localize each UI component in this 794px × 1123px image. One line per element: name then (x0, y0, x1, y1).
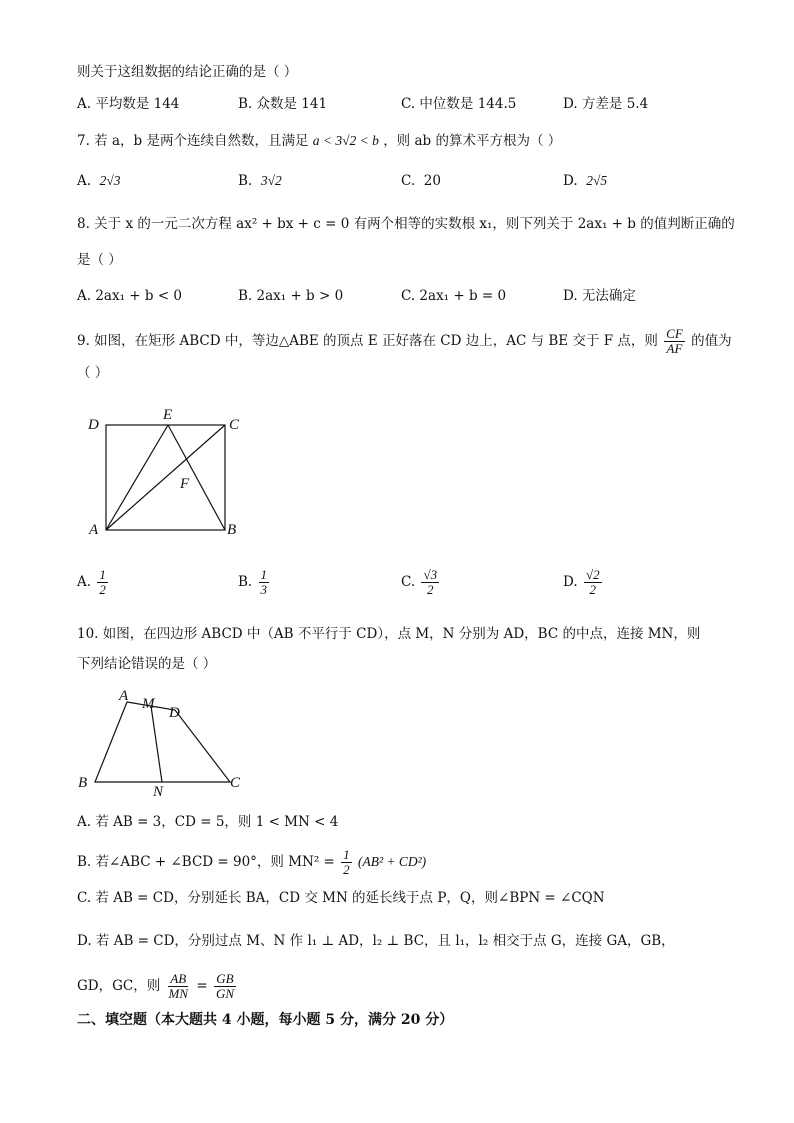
q9-option-c-fraction (421, 568, 439, 597)
q9-option-c-num: √3 (423, 567, 438, 582)
q9-option-b-den: 3 (260, 582, 268, 597)
q10-option-d-f1-den: MN (168, 986, 189, 1001)
q10-option-d-f1-num: AB (170, 971, 187, 986)
q7-option-c (401, 171, 441, 191)
q10-option-d-line1: D. 若 AB = CD，分别过点 M、N 作 l₁ ⊥ AD，l₂ ⊥ BC，且 l₁，l₂ 相交于点 G，连接 GA，GB， (77, 933, 675, 949)
q7-option-c-value: 20 (423, 173, 441, 189)
q7-option-b-value: 3√2 (260, 173, 282, 188)
q7-option-d (563, 171, 607, 191)
q9-stem-a: 9. 如图，在矩形 ABCD 中，等边△ABE 的顶点 E 正好落在 CD 边上，AC 与 BE 交于 F 点，则 (77, 333, 658, 349)
q10-option-c: C. 若 AB = CD，分别延长 BA，CD 交 MN 的延长线于点 P，Q，则∠BPN = ∠CQN (77, 890, 605, 906)
q8-option-d: D. 无法确定 (563, 288, 636, 304)
segment-ae (106, 425, 168, 530)
q10-option-d-f2-den: GN (215, 986, 234, 1001)
q9-option-b (238, 568, 271, 597)
label-a: A (89, 522, 99, 538)
q7-option-d-label: D. (563, 173, 578, 189)
q7-option-c-label: C. (401, 173, 416, 189)
q10-option-a: A. 若 AB = 3，CD = 5，则 1 < MN < 4 (77, 814, 339, 830)
segment-mn (151, 706, 162, 782)
label-m: M (142, 696, 155, 712)
q10-option-d-lead: GD，GC，则 (77, 978, 161, 994)
label-f: F (180, 476, 190, 492)
label-n: N (153, 784, 164, 799)
section-2-title: 二、填空题（本大题共 4 小题，每小题 5 分，满分 20 分） (77, 1012, 454, 1028)
q9-option-a-fraction (97, 568, 108, 597)
q10-option-d-fraction1 (167, 972, 191, 1001)
q9-option-d-fraction (584, 568, 602, 597)
q9-frac-num: CF (666, 326, 683, 341)
quadrilateral-abcd (95, 702, 230, 782)
q10-figure (70, 684, 255, 799)
q7-option-a-value: 2√3 (99, 173, 121, 188)
q6-option-c: C. 中位数是 144.5 (401, 96, 517, 112)
q6-stem: 则关于这组数据的结论正确的是（ ） (77, 64, 298, 80)
q10-option-d-fraction2 (214, 972, 236, 1001)
q7-option-b-label: B. (238, 173, 253, 189)
label-b: B (227, 522, 237, 538)
q10-option-b-fraction (341, 848, 352, 877)
q10-option-b-num: 1 (343, 847, 350, 862)
q10-option-d-f2-num: GB (216, 971, 234, 986)
q10-stem-line1: 10. 如图，在四边形 ABCD 中（AB 不平行于 CD），点 M，N 分别为 AD，BC 的中点，连接 MN，则 (77, 626, 701, 642)
q9-stem-b: 的值为 (691, 333, 732, 349)
q9-option-a-label: A. (77, 574, 92, 590)
q10-option-d-line2 (77, 972, 238, 1001)
q9-option-b-fraction (259, 568, 270, 597)
q9-stem-line2: （ ） (77, 365, 109, 381)
q9-option-b-label: B. (238, 574, 253, 590)
label-d: D (169, 705, 180, 721)
q7-option-b (238, 171, 282, 191)
q8-option-c: C. 2ax₁ + b = 0 (401, 288, 507, 304)
segment-be (168, 425, 225, 530)
q9-fraction (664, 327, 685, 356)
q9-option-c-den: 2 (427, 582, 434, 597)
q9-option-b-num: 1 (260, 567, 268, 582)
q8-option-b: B. 2ax₁ + b > 0 (238, 288, 344, 304)
q7-option-a-label: A. (77, 173, 92, 189)
q9-option-d-label: D. (563, 574, 578, 590)
q7-stem (77, 131, 561, 151)
label-e: E (163, 407, 173, 423)
q10-option-d-equals: = (196, 978, 208, 994)
q7-option-d-value: 2√5 (586, 173, 608, 188)
q8-stem-line2: 是（ ） (77, 252, 122, 268)
q10-stem-line2: 下列结论错误的是（ ） (77, 656, 217, 672)
q9-option-c-label: C. (401, 574, 416, 590)
q9-frac-den: AF (666, 341, 683, 356)
q10-option-b (77, 848, 426, 877)
label-c: C (230, 775, 241, 791)
label-b: B (78, 775, 88, 791)
q9-stem-line1 (77, 327, 732, 356)
q7-option-a (77, 171, 121, 191)
q9-option-d (563, 568, 604, 597)
q6-option-a: A. 平均数是 144 (77, 96, 180, 112)
q10-option-b-pre: B. 若∠ABC + ∠BCD = 90°，则 MN² = (77, 854, 335, 870)
label-d: D (88, 417, 99, 433)
q8-option-a: A. 2ax₁ + b < 0 (77, 288, 183, 304)
q7-condition: a < 3√2 < b (312, 133, 379, 148)
q9-option-a (77, 568, 110, 597)
segment-ac (106, 425, 225, 530)
q10-option-b-den: 2 (343, 862, 350, 877)
q9-option-d-den: 2 (589, 582, 596, 597)
q10-option-b-post: (AB² + CD²) (357, 854, 427, 869)
q9-option-a-den: 2 (99, 582, 106, 597)
q9-figure (80, 400, 250, 545)
q9-option-d-num: √2 (585, 567, 600, 582)
q7-stem-b: ，则 ab 的算术平方根为（ ） (383, 133, 562, 149)
q9-option-c (401, 568, 441, 597)
q8-stem-line1: 8. 关于 x 的一元二次方程 ax² + bx + c = 0 有两个相等的实数根 x₁，则下列关于 2ax₁ + b 的值判断正确的 (77, 216, 735, 232)
q6-option-b: B. 众数是 141 (238, 96, 328, 112)
label-a: A (119, 688, 129, 704)
q6-option-d: D. 方差是 5.4 (563, 96, 649, 112)
label-c: C (229, 417, 240, 433)
q7-stem-a: 7. 若 a，b 是两个连续自然数，且满足 (77, 133, 309, 149)
q9-option-a-num: 1 (99, 567, 106, 582)
